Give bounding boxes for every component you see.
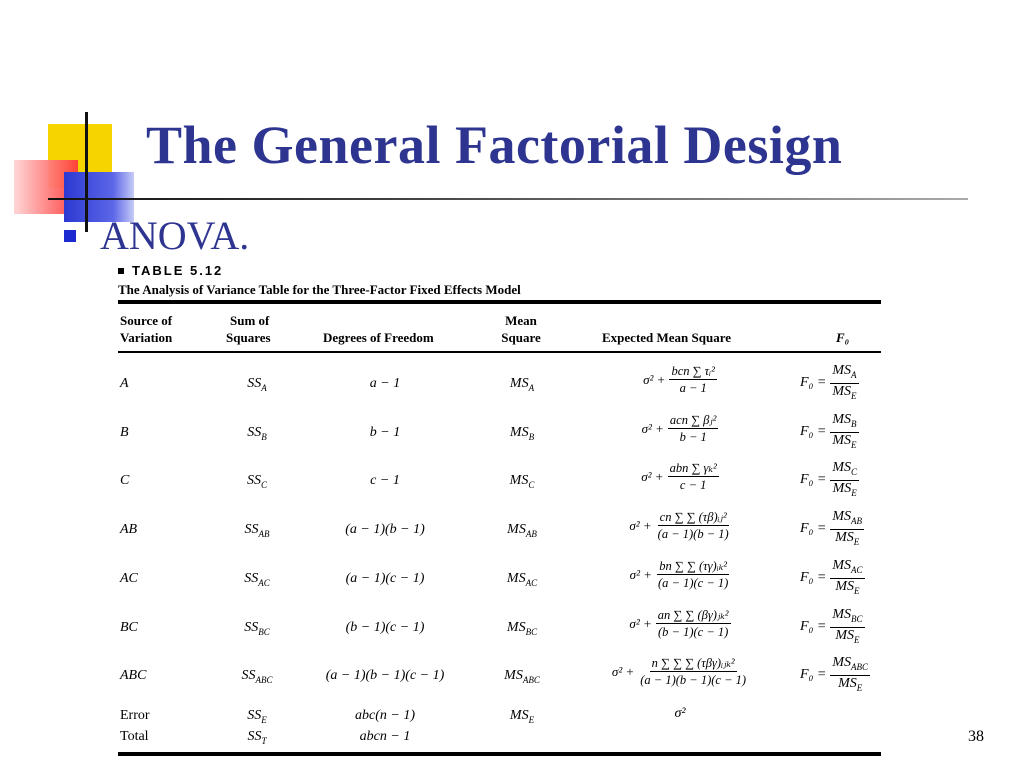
row-ems — [580, 460, 780, 493]
f0-equals: F₀ = — [800, 472, 827, 488]
row-ms: $MS_{AC}$ — [506, 571, 538, 588]
row-ms: $MS_C$ — [509, 473, 535, 490]
row-ss: $SS_{BC}$ — [244, 620, 270, 637]
row-f0 — [800, 412, 884, 453]
title-underline-decoration — [48, 198, 968, 200]
row-f0 — [800, 363, 884, 404]
row-ss: $SS_{AB}$ — [244, 522, 270, 539]
f0-denominator: $MS_E$ — [832, 383, 857, 401]
f0-denominator: $MS_E$ — [838, 675, 863, 693]
f0-denominator: $MS_E$ — [832, 480, 857, 498]
f0-equals: F₀ = — [800, 619, 827, 635]
f0-numerator: $MS_{ABC}$ — [830, 655, 870, 676]
row-source: C — [120, 473, 130, 488]
error-ems: σ² — [674, 706, 686, 721]
header-source — [120, 312, 172, 346]
f0-equals: F₀ = — [800, 570, 827, 586]
row-source: A — [120, 376, 129, 391]
row-f0 — [800, 460, 884, 501]
f0-equals: F₀ = — [800, 424, 827, 440]
row-f0 — [800, 607, 884, 648]
row-ems — [580, 607, 780, 640]
f0-numerator: $MS_B$ — [830, 412, 858, 433]
total-df: abcn − 1 — [359, 729, 411, 744]
header-ms-line2: Square — [501, 330, 541, 345]
table-top-rule — [118, 300, 881, 304]
row-ss: $SS_B$ — [247, 425, 267, 442]
page-number: 38 — [968, 728, 984, 745]
f0-equals: F₀ = — [800, 375, 827, 391]
f0-denominator: $MS_E$ — [835, 578, 860, 596]
row-ms: $MS_{BC}$ — [506, 620, 538, 637]
bullet-text: ANOVA. — [100, 213, 250, 258]
ems-denominator: b − 1 — [679, 430, 707, 444]
row-source: B — [120, 425, 129, 440]
slide-title: The General Factorial Design — [146, 115, 843, 175]
row-ms: $MS_A$ — [509, 376, 535, 393]
f0-denominator: $MS_E$ — [832, 432, 857, 450]
ems-denominator: (a − 1)(b − 1)(c − 1) — [640, 673, 747, 687]
ems-sigma-prefix: σ² + — [629, 566, 652, 582]
ems-sigma-prefix: σ² + — [611, 663, 635, 679]
error-ms: $MS_E$ — [509, 708, 535, 725]
bullet-square-icon — [64, 230, 76, 242]
row-df: (a − 1)(b − 1)(c − 1) — [325, 668, 445, 683]
row-ss: $SS_{ABC}$ — [241, 668, 273, 685]
header-df: Degrees of Freedom — [323, 330, 434, 345]
row-ss: $SS_A$ — [247, 376, 267, 393]
error-source: Error — [120, 708, 150, 723]
ems-denominator: (a − 1)(b − 1) — [657, 527, 729, 541]
f0-numerator: $MS_{AC}$ — [830, 558, 864, 579]
error-df: abc(n − 1) — [355, 708, 415, 723]
f0-numerator: $MS_{AB}$ — [830, 509, 864, 530]
f0-numerator: $MS_C$ — [830, 460, 859, 481]
ems-denominator: (a − 1)(c − 1) — [658, 576, 729, 590]
f0-numerator: $MS_{BC}$ — [830, 607, 864, 628]
table-caption: The Analysis of Variance Table for the Three-Factor Fixed Effects Model — [118, 282, 521, 297]
ems-numerator: acn ∑ βⱼ² — [669, 413, 717, 427]
row-ms: $MS_{AB}$ — [507, 522, 537, 539]
row-ems — [580, 558, 780, 591]
bullet-item — [64, 212, 249, 259]
f0-equals: F₀ = — [800, 521, 827, 537]
header-ms-line1: Mean — [505, 313, 537, 328]
total-source: Total — [120, 729, 149, 744]
row-ms: $MS_{ABC}$ — [504, 668, 540, 685]
ems-sigma-prefix: σ² + — [641, 420, 664, 436]
f0-denominator: $MS_E$ — [835, 627, 860, 645]
ems-denominator: (b − 1)(c − 1) — [658, 625, 729, 639]
table-header-rule — [118, 351, 881, 353]
table-marker-icon — [118, 268, 124, 274]
row-df: (a − 1)(b − 1) — [345, 522, 425, 537]
header-f0: F₀ — [836, 330, 850, 345]
ems-denominator: c − 1 — [679, 478, 707, 492]
row-ems — [580, 363, 780, 396]
row-ss: $SS_{AC}$ — [244, 571, 270, 588]
f0-numerator: $MS_A$ — [830, 363, 858, 384]
f0-equals: F₀ = — [800, 667, 827, 683]
header-ms — [496, 312, 546, 346]
ems-sigma-prefix: σ² + — [629, 517, 652, 533]
row-df: c − 1 — [370, 473, 400, 488]
header-source-line1: Source of — [120, 313, 173, 328]
f0-denominator: $MS_E$ — [835, 529, 860, 547]
row-ems — [580, 509, 780, 542]
ems-denominator: a − 1 — [679, 381, 707, 395]
header-source-line2: Variation — [120, 330, 173, 345]
row-source: BC — [120, 620, 138, 635]
row-f0 — [800, 558, 884, 599]
row-source: AB — [120, 522, 138, 537]
ems-sigma-prefix: σ² + — [641, 468, 664, 484]
error-ss: $SS_E$ — [247, 708, 267, 725]
row-df: a − 1 — [369, 376, 401, 391]
row-f0 — [800, 655, 884, 696]
header-ems: Expected Mean Square — [602, 330, 732, 345]
row-ss: $SS_C$ — [246, 473, 267, 490]
row-source: ABC — [120, 668, 147, 683]
row-df: (b − 1)(c − 1) — [345, 620, 425, 635]
ems-numerator: cn ∑ ∑ (τβ)ᵢⱼ² — [659, 510, 727, 524]
row-ems — [580, 412, 780, 445]
ems-numerator: n ∑ ∑ ∑ (τβγ)ᵢⱼₖ² — [651, 656, 735, 670]
header-ss-line2: Squares — [226, 330, 271, 345]
table-label — [118, 263, 223, 278]
row-ems — [580, 655, 780, 688]
row-df: (a − 1)(c − 1) — [345, 571, 425, 586]
header-ss-line1: Sum of — [230, 313, 270, 328]
ems-sigma-prefix: σ² + — [643, 371, 666, 387]
ems-sigma-prefix: σ² + — [629, 615, 652, 631]
row-f0 — [800, 509, 884, 550]
row-df: b − 1 — [369, 425, 401, 440]
header-ss — [226, 312, 271, 346]
ems-numerator: bcn ∑ τᵢ² — [671, 364, 715, 378]
row-ms: $MS_B$ — [509, 425, 535, 442]
row-source: AC — [120, 571, 138, 586]
ems-numerator: abn ∑ γₖ² — [669, 461, 717, 475]
table-label-text: TABLE 5.12 — [132, 263, 224, 278]
ems-numerator: bn ∑ ∑ (τγ)ᵢₖ² — [659, 559, 728, 573]
total-ss: $SS_T$ — [247, 729, 267, 746]
table-bottom-rule — [118, 752, 881, 756]
ems-numerator: an ∑ ∑ (βγ)ⱼₖ² — [657, 608, 729, 622]
